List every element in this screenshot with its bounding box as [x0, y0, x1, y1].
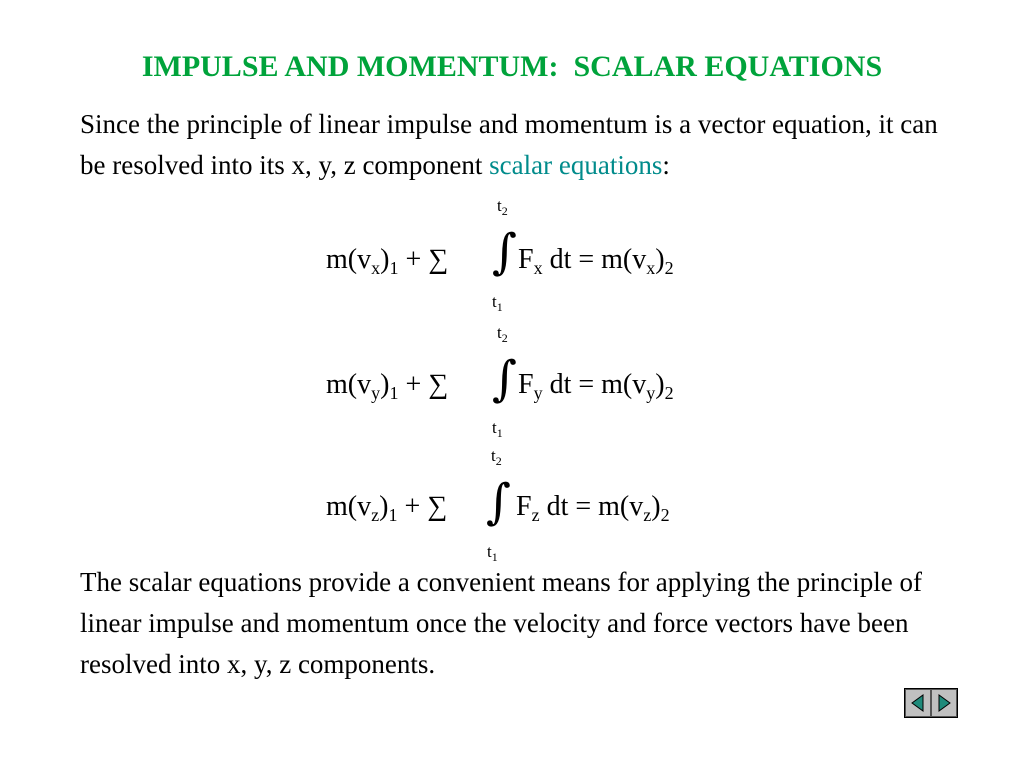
- arrow-right-icon: [934, 693, 954, 713]
- lower-limit-z: $t_1$: [487, 542, 498, 564]
- next-slide-button[interactable]: [931, 689, 957, 717]
- intro-highlight: scalar equations: [489, 150, 663, 180]
- upper-limit-z: $t_2$: [491, 446, 502, 468]
- previous-slide-button[interactable]: [905, 689, 931, 717]
- equation-lhs-y: $m(v_y)_1$ + ∑: [326, 369, 449, 403]
- equation-rhs-z: $F_z$ dt = $m(v_z)_2$: [516, 491, 670, 525]
- equation-rhs-x: $F_x$ dt = $m(v_x)_2$: [518, 244, 674, 278]
- lower-limit-y: $t_1$: [492, 418, 503, 440]
- slide-navigation: [904, 688, 958, 718]
- arrow-left-icon: [908, 693, 928, 713]
- intro-suffix: :: [662, 150, 670, 180]
- integral-sign-y: ∫: [492, 351, 518, 407]
- lower-limit-x: $t_1$: [492, 292, 503, 314]
- integral-sign-x: ∫: [492, 224, 518, 280]
- integral-sign-z: ∫: [486, 474, 512, 530]
- equation-lhs-x: $m(v_x)_1$ + ∑: [326, 244, 449, 278]
- upper-limit-x: $t_2$: [497, 196, 508, 218]
- upper-limit-y: $t_2$: [497, 323, 508, 345]
- intro-paragraph: [80, 104, 960, 186]
- conclusion-paragraph: The scalar equations provide a convenient means for applying the principle of linear impulse and momentum once the velocity and force vectors have been resolved into x, y, z components.: [80, 567, 922, 679]
- intro-text: Since the principle of linear impulse and momentum is a vector equation, it can be resolved into its x, y, z component: [80, 109, 938, 180]
- equation-lhs-z: $m(v_z)_1$ + ∑: [326, 491, 448, 525]
- slide-title: IMPULSE AND MOMENTUM: SCALAR EQUATIONS: [141, 50, 883, 83]
- equation-rhs-y: $F_y$ dt = $m(v_y)_2$: [518, 369, 674, 403]
